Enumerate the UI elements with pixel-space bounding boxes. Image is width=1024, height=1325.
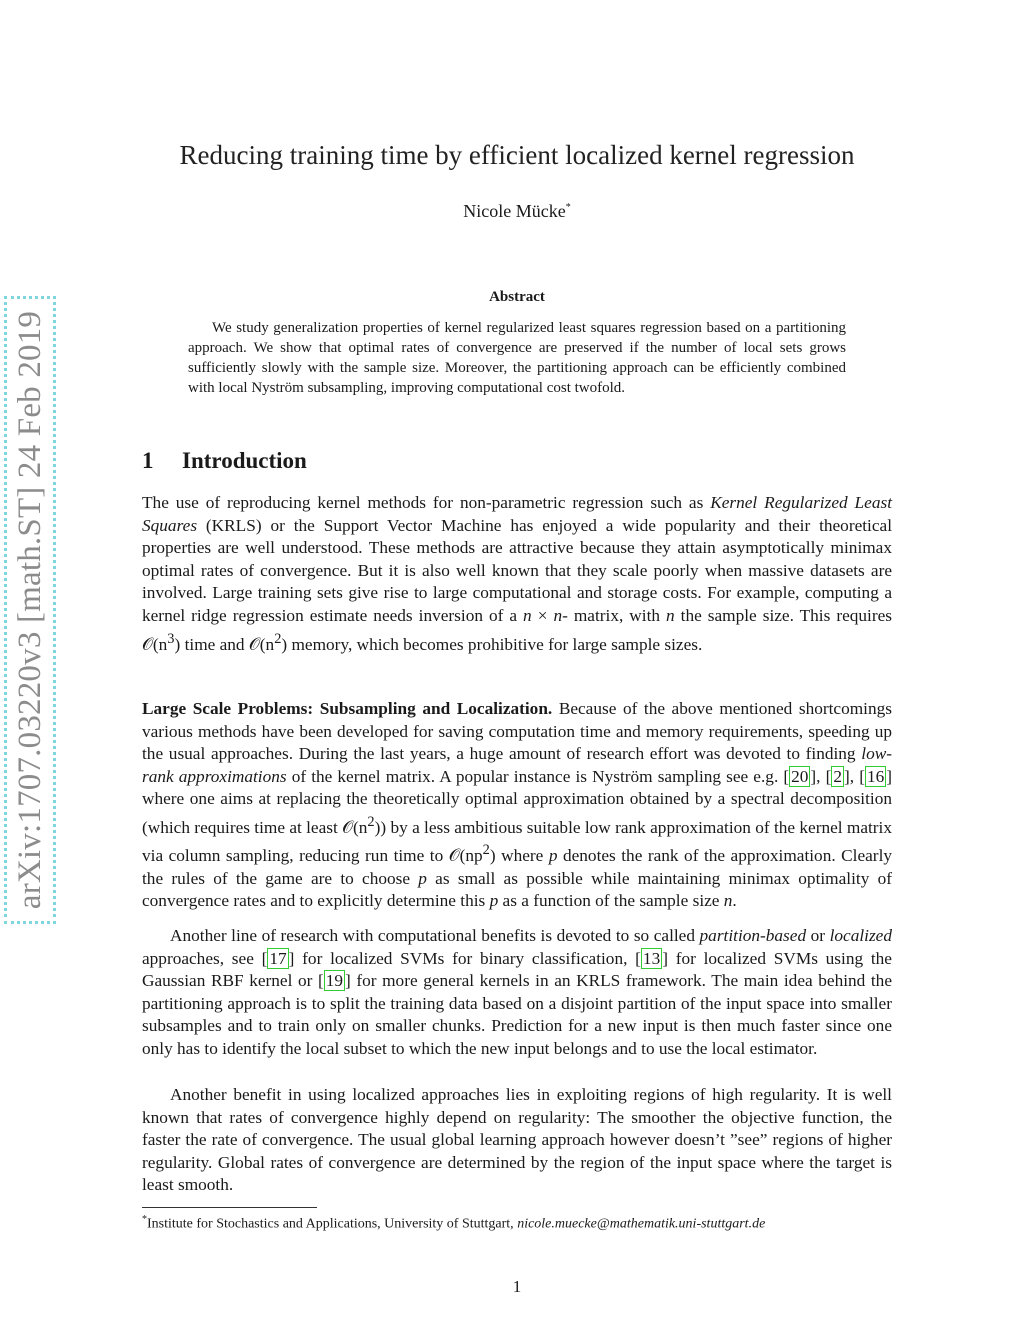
section-heading — [142, 448, 307, 474]
paragraph-4: Another benefit in using localized approaches lies in exploiting regions of high regularity. It is well known that rates of convergence highly depend on regularity: The smoother the objective function, the faster the rate of convergence. The usual global learning approach however doesn’t ”see” regions of higher regularity. Global rates of convergence are determined by the region of the input space where the target is least smooth. — [142, 1085, 892, 1195]
abstract-text: We study generalization properties of kernel regularized least squares regression based on a partitioning approach. We show that optimal rates of convergence are preserved if the number of local sets grows sufficiently slowly with the sample size. Moreover, the partitioning approach can be efficiently combined with local Nyström subsampling, improving computational cost twofold. — [188, 320, 846, 396]
section-number: 1 — [142, 448, 154, 473]
paragraph-2: Large Scale Problems: Subsampling and Localization. Because of the above mentioned shortcomings various methods have been developed for saving computation time and memory requirements, speeding up the usual approaches. During the last years, a huge amount of research effort was devoted to finding low-rank approximations of the kernel matrix. A popular instance is Nyström sampling see e.g. [ 20 ], [ 2 ], [ 16 ] where one aims at replacing the theoretically optimal approximation obtained by a spectral decomposition (which requires time at least $𝒪(n^2)$) by a less ambitious suitable low rank approximation of the kernel matrix via column sampling, reducing run time to $𝒪(np^2)$ where p denotes the rank of the approximation. Clearly the rules of the game are to choose p as small as possible while maintaining minimax optimality of convergence rates and to explicitly determine this p as a function of the sample size n. — [142, 699, 893, 911]
citation-link[interactable]: 17 — [269, 948, 287, 968]
citation-link[interactable]: 13 — [642, 948, 661, 968]
author-email: nicole.muecke@mathematik.uni-stuttgart.de — [517, 1216, 766, 1232]
paragraph-heading: Large Scale Problems: Subsampling and Localization. — [142, 699, 553, 718]
citation-link[interactable]: 20 — [791, 766, 809, 786]
arxiv-identifier-stamp: arXiv:1707.03220v3 [math.ST] 24 Feb 2019 — [4, 296, 56, 924]
footnote-divider — [142, 1207, 317, 1208]
citation-link[interactable]: 16 — [866, 766, 885, 786]
author-footnote-mark: * — [565, 202, 571, 213]
footnote-mark: * — [142, 1214, 147, 1225]
author-line — [0, 201, 1024, 222]
paragraph-3: Another line of research with computational benefits is devoted to so called partition-based or localized approaches, see [ 17 ] for localized SVMs for binary classification, [ 13 ] for localized SVMs using the Gaussian RBF kernel or [ 19 ] for more general kernels in an KRLS framework. The main idea behind the partitioning approach is to split the training data based on a disjoint partition of the input space into smaller subsamples and to train only on smaller chunks. Prediction for a new input is then much faster since one only has to identify the local subset to which the new input belongs and to use the local estimator. — [142, 926, 892, 1058]
page-number: 1 — [512, 1277, 522, 1296]
author-name: Nicole Mücke — [463, 201, 566, 221]
citation-link[interactable]: 19 — [325, 971, 344, 991]
citation-link[interactable]: 2 — [833, 766, 842, 786]
footnote: *Institute for Stochastics and Applications, University of Stuttgart, nicole.muecke@mathematik.uni-stuttgart.de — [142, 1214, 766, 1232]
section-title: Introduction — [182, 448, 307, 473]
paragraph-1: The use of reproducing kernel methods for non-parametric regression such as Kernel Regularized Least Squares (KRLS) or the Support Vector Machine has enjoyed a wide popularity and their theoretical properties are well understood. These methods are attractive because they attain asymptotically minimax optimal rates of convergence. But it is also well known that they scale poorly when massive datasets are involved. Large training sets give rise to large computational and storage costs. For example, computing a kernel ridge regression estimate needs inversion of a n × n- matrix, with n the sample size. This requires $𝒪(n^3)$ time and $𝒪(n^2)$ memory, which becomes prohibitive for large sample sizes. — [142, 493, 892, 654]
paper-title: Reducing training time by efficient localized kernel regression — [179, 140, 855, 170]
abstract-heading: Abstract — [489, 289, 545, 305]
